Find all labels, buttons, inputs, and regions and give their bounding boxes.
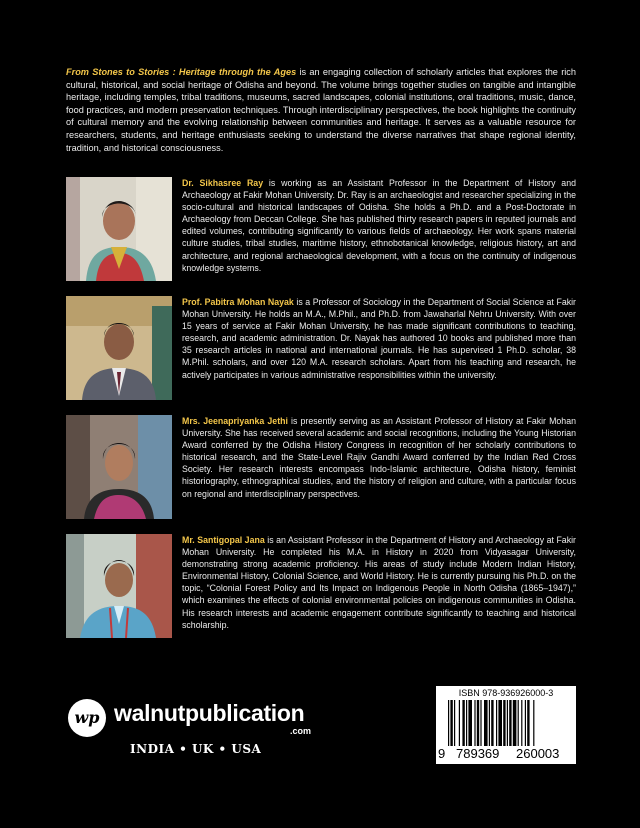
publisher-locations: INDIA • UK • USA: [130, 742, 262, 756]
author-bio-text-4: [182, 534, 576, 631]
barcode-bar: [484, 700, 488, 746]
barcode-bar: [454, 700, 455, 746]
barcode-digit-first: 9: [438, 746, 446, 761]
author-description-1: is working as an Assistant Professor in the Department of History and Archaeology at Fakir Mohan University. Dr. Ray is an archaeologist and researcher specializing in the socio-cultural and historical landscapes of Odisha. She holds a Ph.D. and a Post-Doctorate in Archaeology from Deccan College. She has published thirty research papers in reputed journals and edited volumes, contributing significantly to various fields of archaeology. Her work spans material culture studies, tribal studies, maritime history, ethnobotanical knowledge, religious history, art and architecture, and regional archaeological development, with a focus on the continuity of indigenous knowledge systems.: [182, 178, 576, 273]
author-photo-1: [66, 177, 172, 281]
barcode-bar: [496, 700, 497, 746]
author-photo-3: [66, 415, 172, 519]
barcode-bar: [466, 700, 467, 746]
barcode-bar: [468, 700, 472, 746]
book-description: [66, 66, 576, 154]
barcode-bar: [462, 700, 464, 746]
barcode-bars: [448, 700, 566, 746]
barcode-bar: [459, 700, 460, 746]
author-bio-3: [66, 415, 576, 525]
author-description-3: is presently serving as an Assistant Professor of History at Fakir Mohan University. She has received several academic and social recognitions, including the Young Historian Award conferred by the Odisha History Congress in recognition of her scholarly contributions to historical research, and the State-Level Rajiv Gandhi Award conferred by the Indian Red Cross Society. Her research interests encompass Indo-Islamic architecture, Odisha history, feminist historiography, ethnographical studies, and the history of religion and culture, with a particular focus on regional and interdisciplinary perspectives.: [182, 416, 576, 499]
author-bio-text-2: [182, 296, 576, 381]
barcode-bar: [480, 700, 481, 746]
author-photo-4: [66, 534, 172, 638]
barcode-bar: [474, 700, 475, 746]
publisher-domain-suffix: .com: [290, 726, 312, 736]
publisher-logo: [68, 698, 328, 740]
barcode-digit-group-2: 260003: [516, 746, 560, 761]
barcode-bar: [525, 700, 526, 746]
barcode-bar: [498, 700, 502, 746]
walnut-logo-icon: wp: [68, 699, 106, 737]
author-bio-text-1: [182, 177, 576, 274]
barcode-bar: [477, 700, 479, 746]
barcode-bar: [507, 700, 508, 746]
author-name-2: Prof. Pabitra Mohan Nayak: [182, 297, 294, 307]
author-description-2: is a Professor of Sociology in the Department of Social Science at Fakir Mohan University. He holds an M.A., M.Phil., and Ph.D. from Jawaharlal Nehru University. With over 15 years of service at Fakir Mohan University, he has made significant contributions to teaching, research, and academic administration. Dr. Nayak has authored 10 books and published more than 35 research articles in national and international journals. He has supervised 1 Ph.D. scholar, 38 M.Phil. scholars, and over 120 M.A. research scholars. Apart from his teaching and research, he actively participates in various administrative responsibilities within the university.: [182, 297, 576, 380]
author-bio-text-3: [182, 415, 576, 500]
barcode-bar: [518, 700, 519, 746]
author-photo-2: [66, 296, 172, 400]
barcode-bar: [527, 700, 529, 746]
isbn-number: ISBN 978-936926000-3: [458, 688, 554, 698]
barcode-bar: [533, 700, 534, 746]
author-bio-4: [66, 534, 576, 644]
author-bio-2: [66, 296, 576, 406]
author-bio-1: [66, 177, 576, 287]
author-name-4: Mr. Santigopal Jana: [182, 535, 265, 545]
author-name-1: Dr. Sikhasree Ray: [182, 178, 264, 188]
barcode-bar: [513, 700, 517, 746]
book-description-text: is an engaging collection of scholarly articles that explores the rich cultural, historical, and social heritage of Odisha and beyond. The volume brings together studies on tangible and intangible heritage, including temples, tribal traditions, museums, sacred landscapes, colonial institutions, oral traditions, music, dance, food practices, and modern preservation techniques. Through interdisciplinary perspectives, the book highlights the continuity of cultural memory and the evolving relationship between communities and heritage. It serves as a valuable resource for researchers, students, and heritage enthusiasts seeking to understand the diverse narratives that shape regional identity, tradition, and historical consciousness.: [66, 67, 577, 153]
author-description-4: is an Assistant Professor in the Department of History and Archaeology at Fakir Mohan University. He completed his M.A. in History in 2020 from Vidyasagar University, demonstrating strong academic proficiency. His areas of study include Modern Indian History, Environmental History, Colonial Science, and World History. He is currently pursuing his Ph.D. on the topic, “Colonial Forest Policy and Its Impact on Indigenous People in North Odisha (1865–1947),” which examines the effects of colonial environmental policies on indigenous communities in Odisha. His research interests and academic engagement contribute significantly to teaching and historical scholarship.: [182, 535, 576, 630]
barcode-bar: [509, 700, 511, 746]
barcode-bar: [503, 700, 505, 746]
barcode-bar: [489, 700, 490, 746]
barcode-bar: [521, 700, 522, 746]
barcode-digit-group-1: 789369: [456, 746, 500, 761]
barcode-bar: [491, 700, 493, 746]
isbn-barcode: [436, 686, 576, 764]
barcode-bar: [448, 700, 449, 746]
book-title: From Stones to Stories : Heritage through the Ages: [66, 67, 297, 77]
barcode-bar: [450, 700, 452, 746]
author-name-3: Mrs. Jeenapriyanka Jethi: [182, 416, 288, 426]
publisher-name: walnutpublication: [114, 700, 305, 726]
